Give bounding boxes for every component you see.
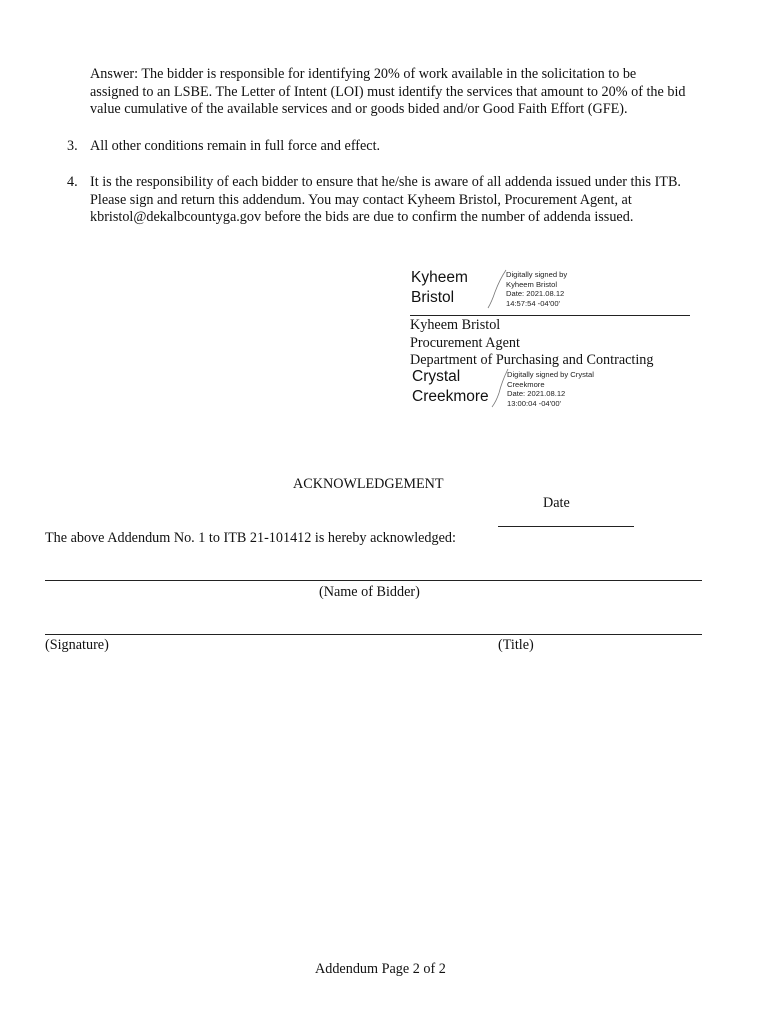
digital-signature-crystal — [412, 367, 702, 413]
signer-department: Department of Purchasing and Contracting — [410, 352, 654, 368]
signature-line — [410, 315, 690, 316]
item-line: All other conditions remain in full force and effect. — [90, 138, 381, 154]
answer-paragraph — [90, 66, 750, 119]
date-label: Date — [543, 495, 570, 511]
item-line: Please sign and return this addendum. You may contact Kyheem Bristol, Procurement Agent, at — [90, 191, 632, 208]
item-number: 3. — [67, 138, 78, 154]
item-number: 4. — [67, 174, 78, 190]
answer-line: value cumulative of the available services and or goods bided and/or Good Faith Effort (GFE). — [90, 101, 628, 117]
signature-name-line: Creekmore — [412, 388, 489, 405]
signer-title: Procurement Agent — [410, 334, 520, 351]
signature-title-line[interactable] — [45, 634, 702, 635]
signature-meta-line: Date: 2021.08.12 — [506, 289, 565, 298]
signature-name-line: Crystal — [412, 368, 461, 385]
signature-meta-line: Creekmore — [507, 379, 545, 389]
signature-meta-line: 13:00:04 -04'00' — [507, 398, 561, 408]
page-footer: Addendum Page 2 of 2 — [315, 961, 446, 977]
answer-line: assigned to an LSBE. The Letter of Intent (LOI) must identify the services that amount to 20% of the bid — [90, 83, 686, 100]
signer-block — [410, 317, 710, 370]
signature-meta-line: Digitally signed by — [506, 270, 568, 279]
signature-meta-line: Digitally signed by Crystal — [507, 370, 594, 379]
list-item — [67, 138, 747, 156]
signature-label: (Signature) — [45, 637, 109, 653]
signature-meta-line: 14:57:54 -04'00' — [506, 298, 560, 308]
signature-name-line: Kyheem — [411, 269, 468, 286]
answer-line: Answer: The bidder is responsible for identifying 20% of work available in the solicitation to be — [90, 66, 637, 82]
digital-signature-kyheem — [410, 268, 700, 314]
date-line[interactable] — [498, 526, 634, 527]
acknowledgement-statement: The above Addendum No. 1 to ITB 21-101412 is hereby acknowledged: — [45, 530, 456, 546]
item-line: kbristol@dekalbcountyga.gov before the bids are due to confirm the number of addenda issued. — [90, 209, 634, 225]
name-of-bidder-line[interactable] — [45, 580, 702, 581]
acknowledgement-heading: ACKNOWLEDGEMENT — [293, 476, 444, 492]
signature-meta-line: Date: 2021.08.12 — [507, 389, 566, 398]
signer-name: Kyheem Bristol — [410, 317, 501, 333]
signature-name-line: Bristol — [411, 289, 455, 306]
list-item — [67, 174, 757, 227]
signature-meta-line: Kyheem Bristol — [506, 279, 558, 289]
name-of-bidder-label: (Name of Bidder) — [319, 584, 420, 600]
title-label: (Title) — [498, 637, 534, 653]
item-line: It is the responsibility of each bidder to ensure that he/she is aware of all addenda issued under this ITB. — [90, 174, 681, 190]
